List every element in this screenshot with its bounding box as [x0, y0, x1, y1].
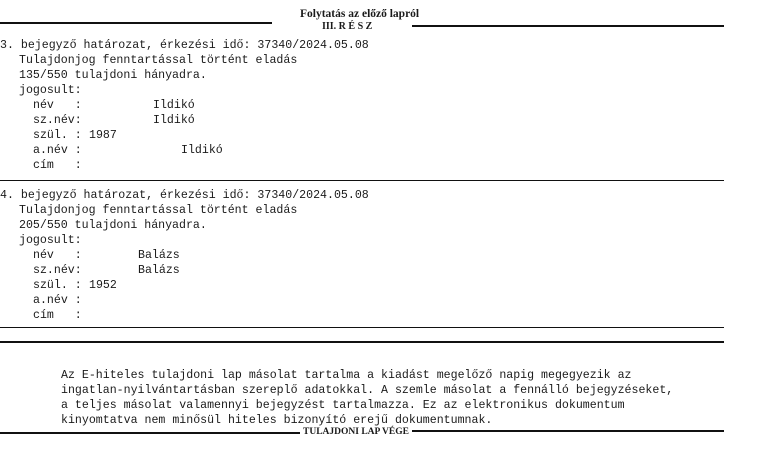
birth-year-label: szül. : [33, 279, 82, 292]
footer-note-line: kinyomtatva nem minősül hiteles bizonyító erejű dokumentumnak. [61, 414, 493, 427]
footer-title: TULAJDONI LAP VÉGE [303, 427, 409, 437]
bottom-rule-right [412, 430, 724, 432]
birth-year-value: 1952 [89, 279, 117, 292]
birth-year-label: szül. : [33, 129, 82, 142]
birth-name-label: sz.név: [33, 264, 82, 277]
entry-right-type: Tulajdonjog fenntartással történt eladás [19, 54, 298, 67]
footer-note-line: ingatlan-nyilvántartásban szereplő adatokkal. A szemle másolat a fennálló bejegyzéseket, [61, 384, 674, 397]
mother-name-label: a.név : [33, 144, 82, 157]
birth-name-value: Ildikó [153, 114, 195, 127]
mother-name-value: Ildikó [181, 144, 223, 157]
entry-share: 135/550 tulajdoni hányadra. [19, 69, 207, 82]
address-label: cím : [33, 309, 82, 322]
footer-note-line: Az E-hiteles tulajdoni lap másolat tartalma a kiadást megelőző napig megegyezik az [61, 369, 632, 382]
section-end-rule-1 [0, 327, 724, 328]
bottom-rule-left [0, 432, 300, 434]
entry-right-type: Tulajdonjog fenntartással történt eladás [19, 204, 298, 217]
entry-header: 4. bejegyző határozat, érkezési idő: 37340/2024.05.08 [0, 189, 369, 202]
name-label: név : [33, 99, 82, 112]
entry-divider [0, 180, 724, 181]
name-value: Ildikó [153, 99, 195, 112]
entry-share: 205/550 tulajdoni hányadra. [19, 219, 207, 232]
mother-name-label: a.név : [33, 294, 82, 307]
address-label: cím : [33, 159, 82, 172]
footer-note-line: a teljes másolat valamennyi bejegyzést tartalmazza. Ez az elektronikus dokumentum [61, 399, 625, 412]
name-label: név : [33, 249, 82, 262]
section-end-rule-2 [0, 341, 724, 343]
top-rule-left [0, 22, 272, 24]
birth-year-value: 1987 [89, 129, 117, 142]
name-value: Balázs [138, 249, 180, 262]
continued-heading: Folytatás az előző lapról [300, 8, 420, 20]
birth-name-value: Balázs [138, 264, 180, 277]
birth-name-label: sz.név: [33, 114, 82, 127]
top-rule-right [412, 25, 724, 27]
jogosult-label: jogosult: [19, 234, 82, 247]
section-heading: III. R É S Z [322, 21, 373, 32]
entry-header: 3. bejegyző határozat, érkezési idő: 37340/2024.05.08 [0, 39, 369, 52]
jogosult-label: jogosult: [19, 84, 82, 97]
